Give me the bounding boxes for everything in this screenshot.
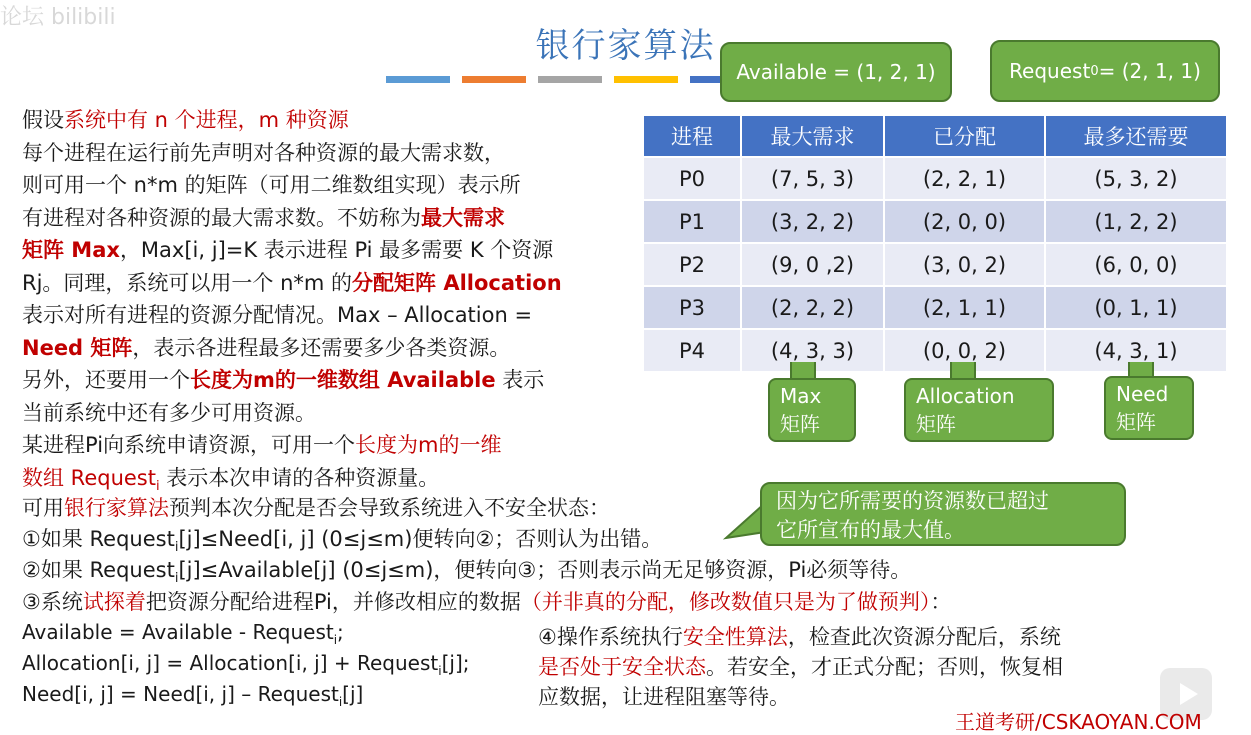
highlight: 最大需求 [421,205,505,230]
text: 当前系统中还有多少可用资源。 [22,400,316,425]
highlight: 是否处于安全状态 [538,655,706,679]
resource-table [642,114,1228,373]
text: 假设 [22,108,64,132]
text: ： [930,590,952,614]
step-1 [22,523,662,555]
highlight: 长度为m的一维数组 Available [190,368,496,392]
text: 应数据，让进程阻塞等待。 [538,685,790,709]
cell: (0, 1, 1) [1045,286,1227,329]
text: 某进程Pi向系统申请资源，可用一个 [22,433,356,457]
intro-paragraph [22,104,634,503]
text: 把资源分配给进程Pi，并修改相应的数据 [145,590,521,614]
allocation-matrix-label [904,378,1054,442]
table-row [643,157,1227,200]
highlight: 系统中有 n 个进程，m 种资源 [64,108,349,132]
text: 它所宣布的最大值。 [776,518,965,542]
text: 矩阵 [780,412,820,436]
text: [j]≤Available[j] (0≤j≤m)，便转向③；否则表示尚无足够资源，Pi必须等待。 [178,558,912,582]
text: ，Max[i, j]=K 表示进程 Pi 最多需要 K 个资源 [119,238,554,262]
subscript: i [333,633,338,647]
text: 预判本次分配是否会导致系统进入不安全状态： [169,496,610,520]
cell: P4 [643,329,741,372]
col-header-max: 最大需求 [741,115,884,157]
text: 每个进程在运行前先声明对各种资源的最大需求数， [22,140,505,165]
text: 表示本次申请的各种资源量。 [159,465,440,490]
text: ①如果 Request [22,527,175,551]
highlight: （并非真的分配，修改数值只是为了做预判） [520,590,931,614]
cell: (1, 2, 2) [1045,200,1227,243]
text: [j]≤Need[i, j] (0≤j≤m)便转向②；否则认为出错。 [178,527,663,551]
callout-bubble [760,482,1126,546]
request-prefix: Request [1009,59,1091,83]
col-header-process: 进程 [643,115,741,157]
title-underline-bars [386,76,754,83]
text: 则可用一个 n*m 的矩阵（可用二维数组实现）表示所 [22,173,521,197]
col-header-need: 最多还需要 [1045,115,1227,157]
text: Rj。同理，系统可以用一个 n*m 的 [22,270,353,295]
cell: (3, 2, 2) [741,200,884,243]
text: 另外，还要用一个 [22,368,190,392]
subscript: i [174,540,179,556]
cell: (5, 3, 2) [1045,157,1227,200]
formula-need [22,682,363,709]
table-header-row [643,115,1227,157]
text: Allocation [916,384,1015,408]
brand-footer: 王道考研/CSKAOYAN.COM [955,710,1202,734]
highlight: 银行家算法 [64,496,169,520]
step-4 [538,622,1188,712]
subscript: i [438,664,442,678]
text: Available = Available - Request [22,620,334,644]
table-row [643,286,1227,329]
request-suffix: = (2, 1, 1) [1098,59,1201,83]
video-watermark: 论坛 bilibili [0,5,116,30]
table-row [643,200,1227,243]
text: 矩阵 [916,412,956,436]
request-bubble [990,40,1220,102]
text: ，表示各进程最多还需要多少各类资源。 [132,335,511,360]
text: ，检查此次资源分配后，系统 [787,625,1061,649]
color-bar [462,76,526,83]
text: ④操作系统执行 [538,625,683,649]
color-bar [614,76,678,83]
text: [j] [342,682,364,706]
cell: (2, 0, 0) [884,200,1045,243]
text: Need[i, j] = Need[i, j] – Request [22,682,339,706]
available-bubble: Available = (1, 2, 1) [720,42,952,102]
highlight: 数组 Request [22,465,156,490]
steps-intro [22,492,610,522]
cell: (2, 2, 2) [741,286,884,329]
text: 因为它所需要的资源数已超过 [776,489,1049,513]
color-bar [538,76,602,83]
highlight: 安全性算法 [682,625,788,649]
request-subscript: 0 [1090,63,1099,79]
slide-title: 银行家算法 [535,26,716,66]
text: 矩阵 [1116,410,1156,434]
cell: (4, 3, 3) [741,329,884,372]
text: 有进程对各种资源的最大需求数。不妨称为 [22,205,421,230]
cell: (4, 3, 1) [1045,329,1227,372]
color-bar [386,76,450,83]
text: ③系统 [22,590,83,614]
cell: (3, 0, 2) [884,243,1045,286]
highlight: 矩阵 Max [22,238,120,262]
cell: P1 [643,200,741,243]
text: [j]; [441,651,470,675]
text: ; [337,620,344,644]
highlight: 试探着 [82,590,146,614]
text: 表示对所有进程的资源分配情况。Max – Allocation = [22,303,533,327]
step-2 [22,554,911,586]
cell: P0 [643,157,741,200]
text: 。若安全，才正式分配；否则，恢复相 [706,655,1063,679]
formula-allocation [22,651,470,678]
table-row [643,243,1227,286]
highlight: Need 矩阵 [22,335,133,360]
text: Max [780,384,822,408]
cell: (2, 2, 1) [884,157,1045,200]
subscript: i [155,478,160,494]
text: Need [1116,382,1169,406]
text: 表示 [495,368,545,392]
text: ②如果 Request [22,558,175,582]
cell: P2 [643,243,741,286]
need-matrix-label [1104,376,1194,440]
cell: (0, 0, 2) [884,329,1045,372]
highlight: 长度为m的一维 [355,433,502,457]
cell: (6, 0, 0) [1045,243,1227,286]
text: 可用 [22,496,64,520]
cell: P3 [643,286,741,329]
highlight: 分配矩阵 Allocation [352,270,562,295]
text: Allocation[i, j] = Allocation[i, j] + Request [22,651,439,675]
col-header-allocation: 已分配 [884,115,1045,157]
cell: (2, 1, 1) [884,286,1045,329]
cell: (7, 5, 3) [741,157,884,200]
subscript: i [338,695,343,709]
step-3 [22,586,951,616]
formula-available [22,620,344,647]
cell: (9, 0 ,2) [741,243,884,286]
max-matrix-label [768,378,856,442]
subscript: i [174,571,179,587]
